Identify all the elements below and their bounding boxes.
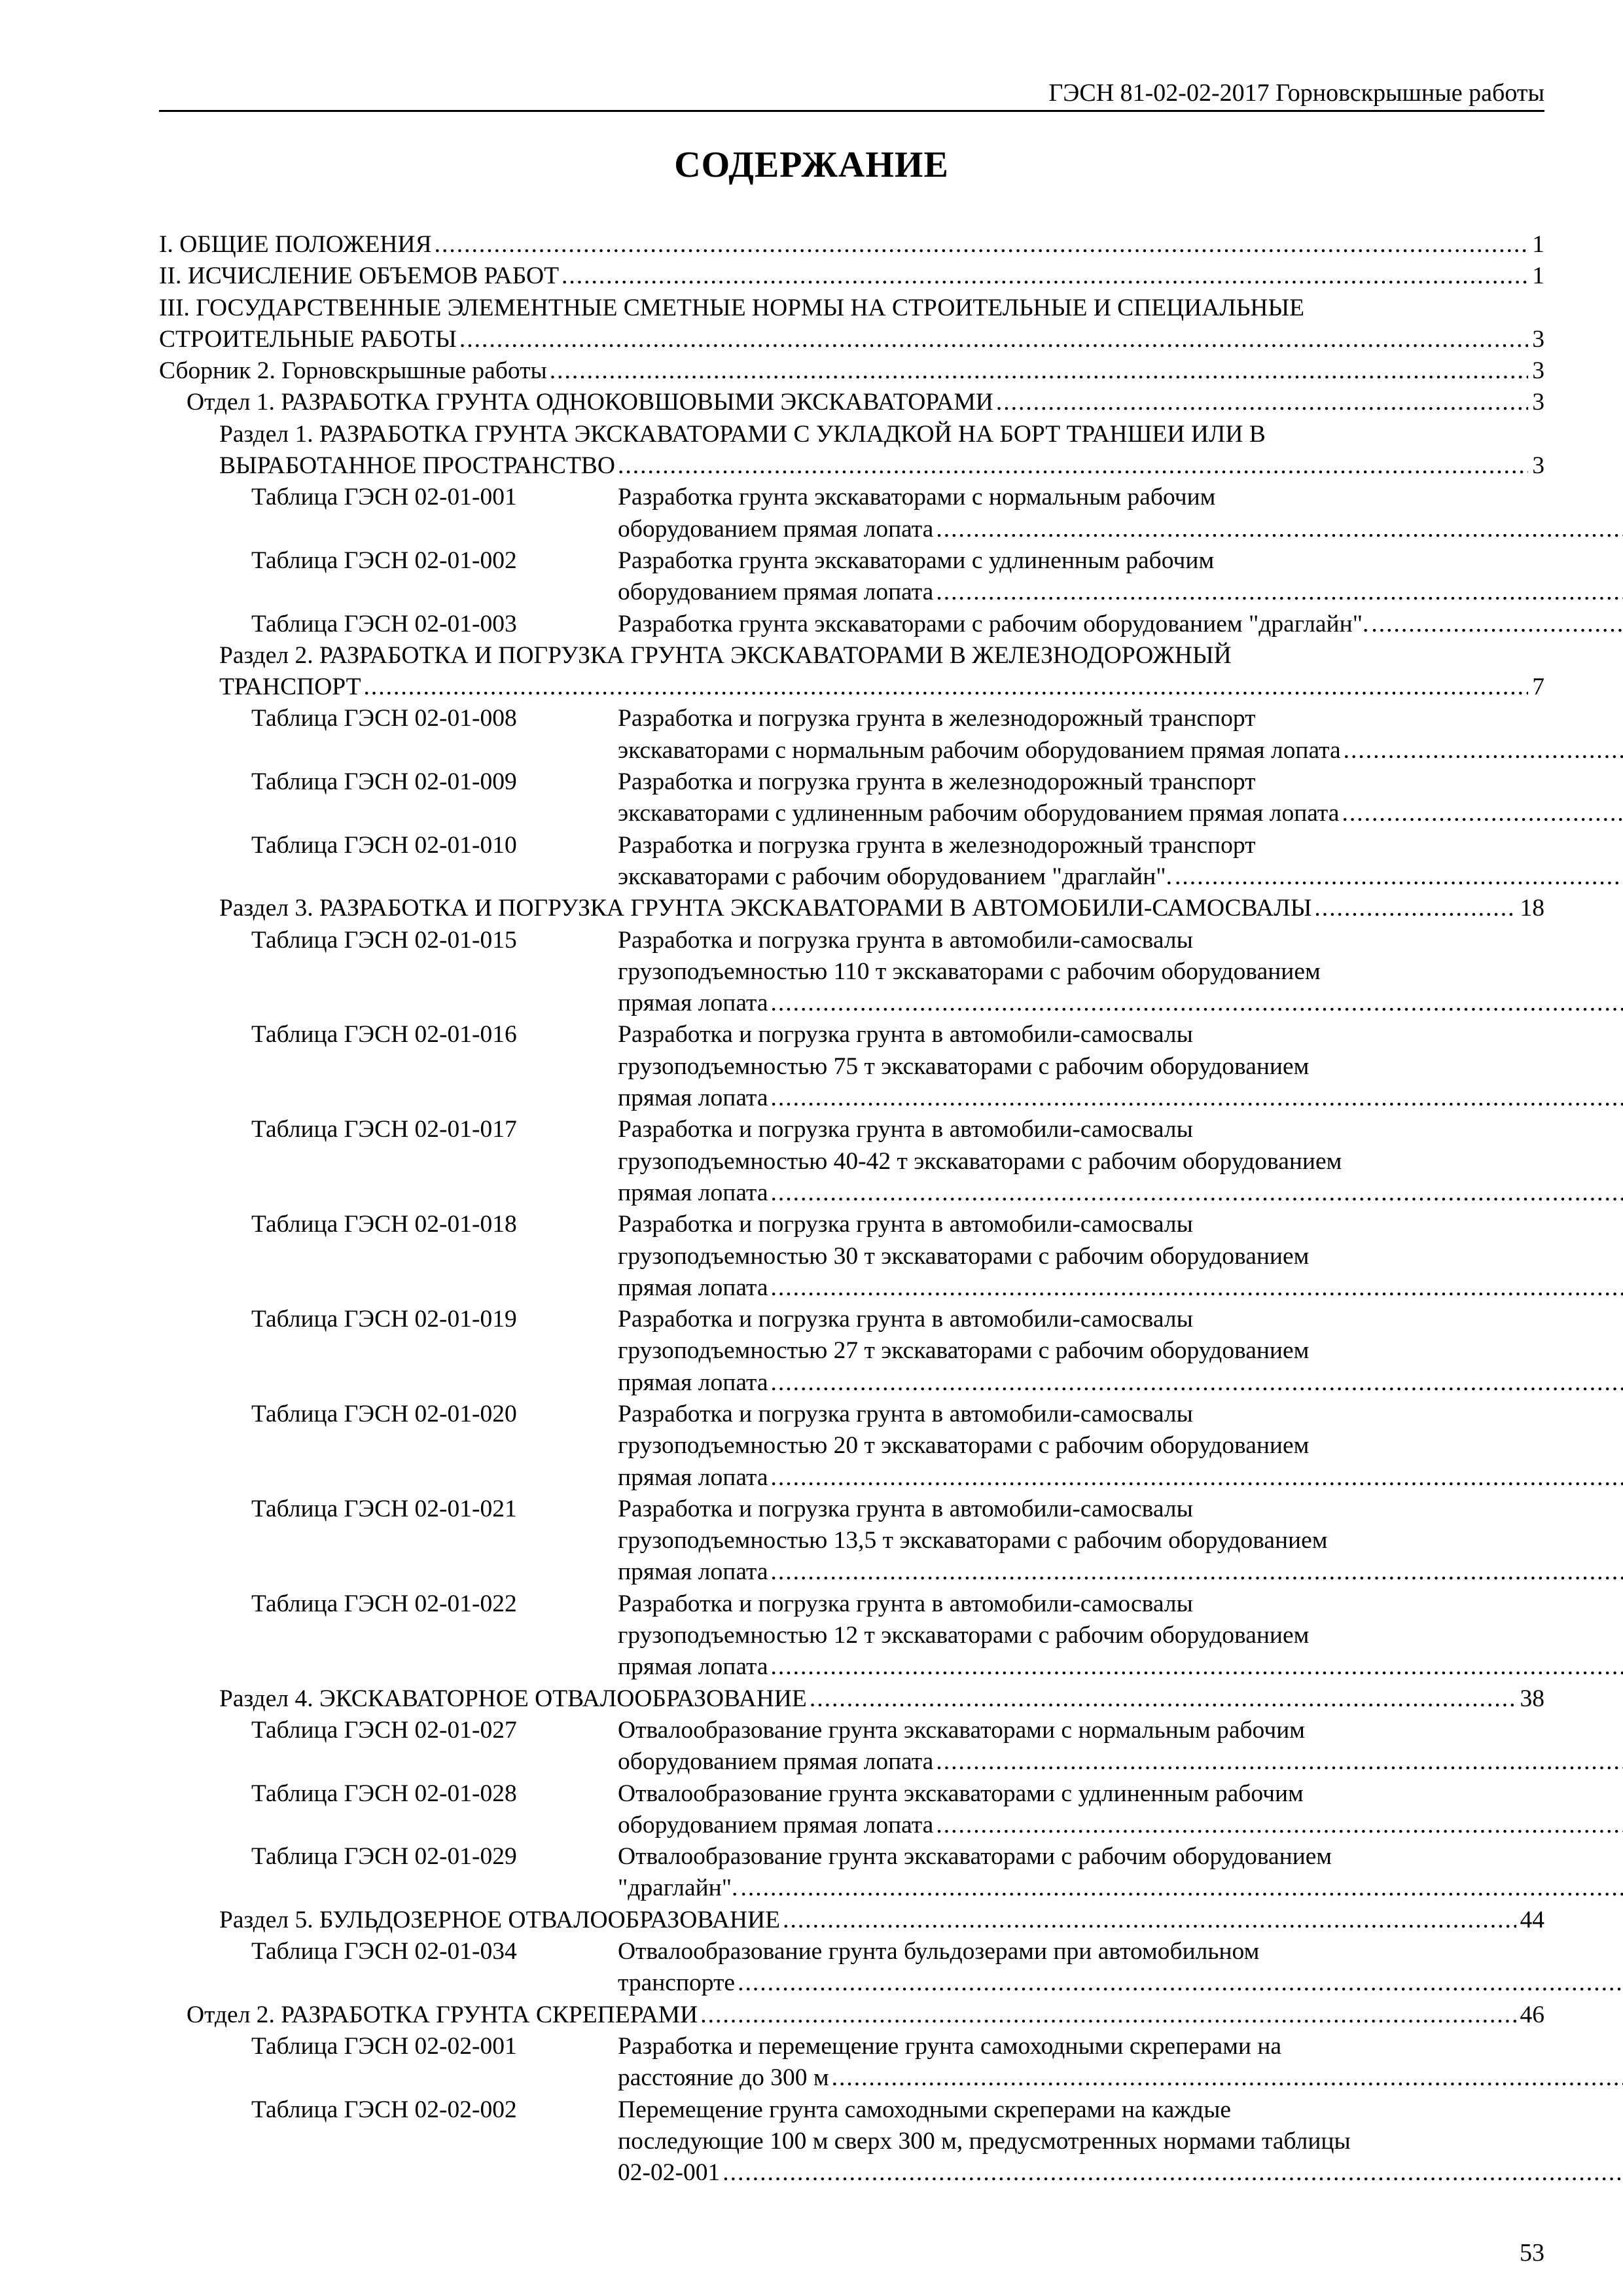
toc-table-entry[interactable]	[159, 1304, 1544, 1399]
table-description: оборудованием прямая лопата	[618, 1811, 934, 1839]
page-title: СОДЕРЖАНИЕ	[674, 145, 949, 185]
table-description: прямая лопата	[618, 1179, 768, 1206]
dot-leader	[936, 577, 1623, 608]
table-label: Таблица ГЭСН 02-01-009	[251, 768, 517, 796]
toc-table-entry[interactable]	[159, 1399, 1544, 1494]
table-description: экскаваторами с удлиненным рабочим оборудованием прямая лопата	[618, 800, 1340, 827]
table-description: грузоподъемностью 30 т экскаваторами с рабочим оборудованием	[618, 1242, 1310, 1270]
table-description: прямая лопата	[618, 1085, 768, 1112]
table-label: Таблица ГЭСН 02-01-003	[251, 610, 517, 637]
toc-entry-text: Раздел 4. ЭКСКАВАТОРНОЕ ОТВАЛООБРАЗОВАНИЕ	[219, 1685, 807, 1712]
toc-table-entry[interactable]	[159, 1778, 1544, 1842]
toc-entry-volume-calc[interactable]	[159, 260, 1544, 292]
dot-leader	[771, 1083, 1623, 1114]
toc-entry-section-2[interactable]	[159, 640, 1544, 704]
toc-table-entry[interactable]	[159, 1209, 1544, 1304]
table-description: Разработка и погрузка грунта в автомобили-самосвалы	[618, 1590, 1193, 1617]
table-description: Разработка грунта экскаваторами с рабочим оборудованием "драглайн".	[618, 610, 1369, 637]
table-description: прямая лопата	[618, 1369, 768, 1396]
table-description: грузоподъемностью 12 т экскаваторами с рабочим оборудованием	[618, 1622, 1310, 1649]
dot-leader	[771, 1177, 1623, 1209]
toc-entry-text: III. ГОСУДАРСТВЕННЫЕ ЭЛЕМЕНТНЫЕ СМЕТНЫЕ НОРМЫ НА СТРОИТЕЛЬНЫЕ И СПЕЦИАЛЬНЫЕ	[159, 294, 1305, 321]
table-label: Таблица ГЭСН 02-02-002	[251, 2096, 517, 2123]
table-description: экскаваторами с нормальным рабочим оборудованием прямая лопата	[618, 736, 1341, 764]
dot-leader	[771, 988, 1623, 1019]
table-label: Таблица ГЭСН 02-01-018	[251, 1211, 517, 1238]
toc-entry-text: СТРОИТЕЛЬНЫЕ РАБОТЫ	[159, 325, 457, 353]
table-label: Таблица ГЭСН 02-01-001	[251, 484, 517, 511]
toc-entry-department-1[interactable]	[159, 387, 1544, 418]
toc-entry-general[interactable]	[159, 229, 1544, 260]
table-description: Отвалообразование грунта экскаваторами с рабочим оборудованием	[618, 1843, 1332, 1871]
dot-leader	[771, 1556, 1623, 1588]
table-label: Таблица ГЭСН 02-01-017	[251, 1116, 517, 1143]
toc-entry-text: Раздел 2. РАЗРАБОТКА И ПОГРУЗКА ГРУНТА ЭКСКАВАТОРАМИ В ЖЕЛЕЗНОДОРОЖНЫЙ	[219, 641, 1232, 669]
dot-leader	[996, 387, 1528, 418]
table-label: Таблица ГЭСН 02-01-029	[251, 1843, 517, 1871]
table-description: оборудованием прямая лопата	[618, 579, 934, 606]
header-title: ГЭСН 81-02-02-2017 Горновскрышные работы	[1048, 79, 1544, 107]
toc-page-number: 3	[1532, 357, 1544, 385]
toc-entry-state-norms[interactable]	[159, 293, 1544, 356]
toc-table-entry[interactable]	[159, 1841, 1544, 1905]
table-label: Таблица ГЭСН 02-01-019	[251, 1306, 517, 1333]
table-description: прямая лопата	[618, 1653, 768, 1681]
table-description: Разработка и погрузка грунта в автомобили-самосвалы	[618, 1306, 1193, 1333]
dot-leader	[435, 229, 1529, 260]
toc-entry-department-2[interactable]	[159, 2000, 1544, 2031]
toc-table-entry[interactable]	[159, 1715, 1544, 1778]
table-description: Разработка и погрузка грунта в автомобили-самосвалы	[618, 1400, 1193, 1427]
table-label: Таблица ГЭСН 02-01-027	[251, 1716, 517, 1744]
table-description: Отвалообразование грунта экскаваторами с нормальным рабочим	[618, 1716, 1305, 1744]
table-description: Разработка и погрузка грунта в автомобили-самосвалы	[618, 1495, 1193, 1522]
toc-page-number: 3	[1532, 452, 1544, 480]
dot-leader	[562, 260, 1528, 292]
table-label: Таблица ГЭСН 02-01-028	[251, 1780, 517, 1807]
toc-table-entry[interactable]	[159, 925, 1544, 1020]
table-description: Разработка и погрузка грунта в автомобили-самосвалы	[618, 926, 1193, 954]
table-description: Разработка и погрузка грунта в автомобили-самосвалы	[618, 1021, 1193, 1049]
toc-page-number: 46	[1520, 2001, 1544, 2028]
table-description: грузоподъемностью 110 т экскаваторами с рабочим оборудованием	[618, 958, 1321, 985]
table-description: Разработка и погрузка грунта в железнодорожный транспорт	[618, 831, 1256, 859]
toc-page-number: 3	[1532, 389, 1544, 416]
toc-table-entry[interactable]	[159, 766, 1544, 830]
toc-entry-text: II. ИСЧИСЛЕНИЕ ОБЪЕМОВ РАБОТ	[159, 262, 559, 290]
dot-leader	[1342, 798, 1623, 829]
toc-entry-text: Сборник 2. Горновскрышные работы	[159, 357, 547, 385]
table-description: расстояние до 300 м	[618, 2064, 829, 2092]
table-description: Разработка грунта экскаваторами с нормальным рабочим	[618, 484, 1216, 511]
toc-page-number: 38	[1520, 1685, 1544, 1712]
toc-page-number: 18	[1520, 895, 1544, 922]
dot-leader	[738, 1967, 1623, 1999]
table-description: прямая лопата	[618, 990, 768, 1017]
table-description: прямая лопата	[618, 1558, 768, 1586]
table-description: Перемещение грунта самоходными скреперами на каждые	[618, 2096, 1232, 2123]
toc-entry-text: Отдел 2. РАЗРАБОТКА ГРУНТА СКРЕПЕРАМИ	[187, 2001, 698, 2028]
table-description: грузоподъемностью 20 т экскаваторами с рабочим оборудованием	[618, 1432, 1310, 1460]
table-description: грузоподъемностью 75 т экскаваторами с рабочим оборудованием	[618, 1052, 1310, 1080]
toc-table-entry[interactable]	[159, 703, 1544, 766]
dot-leader	[810, 1683, 1516, 1715]
dot-leader	[618, 450, 1528, 482]
table-label: Таблица ГЭСН 02-01-016	[251, 1021, 517, 1049]
dot-leader	[936, 514, 1623, 545]
table-description: Разработка и перемещение грунта самоходными скреперами на	[618, 2032, 1282, 2060]
toc-table-entry[interactable]	[159, 2031, 1544, 2094]
toc-entry-text: I. ОБЩИЕ ПОЛОЖЕНИЯ	[159, 231, 432, 258]
table-label: Таблица ГЭСН 02-01-020	[251, 1400, 517, 1427]
table-label: Таблица ГЭСН 02-01-002	[251, 547, 517, 574]
table-description: прямая лопата	[618, 1274, 768, 1301]
dot-leader	[771, 1462, 1623, 1494]
table-label: Таблица ГЭСН 02-01-015	[251, 926, 517, 954]
table-description: экскаваторами с рабочим оборудованием "драглайн".	[618, 863, 1172, 890]
dot-leader	[1314, 893, 1516, 924]
dot-leader	[771, 1272, 1623, 1304]
toc-page-number: 1	[1532, 231, 1544, 258]
table-description: Разработка и погрузка грунта в железнодорожный транспорт	[618, 768, 1256, 796]
table-label: Таблица ГЭСН 02-02-001	[251, 2032, 517, 2060]
toc-table-entry[interactable]	[159, 2094, 1544, 2189]
toc-entry-section-5[interactable]	[159, 1905, 1544, 1936]
dot-leader	[459, 324, 1528, 355]
dot-leader	[771, 1367, 1623, 1399]
table-description: Разработка грунта экскаваторами с удлиненным рабочим	[618, 547, 1215, 574]
table-description: Отвалообразование грунта бульдозерами при автомобильном	[618, 1938, 1260, 1965]
table-label: Таблица ГЭСН 02-01-008	[251, 705, 517, 732]
toc-entry-section-1[interactable]	[159, 419, 1544, 482]
toc-table-entry[interactable]	[159, 545, 1544, 609]
toc-table-entry[interactable]	[159, 1494, 1544, 1588]
table-description: грузоподъемностью 13,5 т экскаваторами с рабочим оборудованием	[618, 1527, 1328, 1554]
table-label: Таблица ГЭСН 02-01-021	[251, 1495, 517, 1522]
toc-entry-text: ВЫРАБОТАННОЕ ПРОСТРАНСТВО	[219, 452, 615, 480]
toc-table-entry[interactable]	[159, 1114, 1544, 1209]
toc-entry-collection-2[interactable]	[159, 355, 1544, 387]
toc-table-entry[interactable]	[159, 830, 1544, 893]
dot-leader	[1175, 861, 1623, 893]
table-description: транспорте	[618, 1969, 736, 1997]
table-description: Разработка и погрузка грунта в автомобили-самосвалы	[618, 1116, 1193, 1143]
toc-entry-text: Раздел 5. БУЛЬДОЗЕРНОЕ ОТВАЛООБРАЗОВАНИЕ	[219, 1906, 781, 1933]
toc-page-number: 1	[1532, 262, 1544, 290]
dot-leader	[1344, 735, 1623, 766]
toc-entry-section-3[interactable]	[159, 893, 1544, 924]
dot-leader	[740, 1873, 1623, 1904]
toc-table-entry[interactable]	[159, 482, 1544, 545]
table-description: Разработка и погрузка грунта в автомобили-самосвалы	[618, 1211, 1193, 1238]
toc-table-entry[interactable]	[159, 1019, 1544, 1114]
dot-leader	[832, 2062, 1623, 2094]
running-header	[159, 74, 1544, 112]
dot-leader	[550, 355, 1529, 387]
table-label: Таблица ГЭСН 02-01-022	[251, 1590, 517, 1617]
dot-leader	[771, 1651, 1623, 1683]
dot-leader	[1371, 609, 1623, 640]
toc-entry-text: Раздел 1. РАЗРАБОТКА ГРУНТА ЭКСКАВАТОРАМИ С УКЛАДКОЙ НА БОРТ ТРАНШЕИ ИЛИ В	[219, 420, 1266, 448]
toc-entry-text: Раздел 3. РАЗРАБОТКА И ПОГРУЗКА ГРУНТА ЭКСКАВАТОРАМИ В АВТОМОБИЛИ-САМОСВАЛЫ	[219, 895, 1312, 922]
table-label: Таблица ГЭСН 02-01-034	[251, 1938, 517, 1965]
toc-page-number: 3	[1532, 325, 1544, 353]
table-description: грузоподъемностью 40-42 т экскаваторами с рабочим оборудованием	[618, 1147, 1342, 1175]
table-description: Отвалообразование грунта экскаваторами с удлиненным рабочим	[618, 1780, 1304, 1807]
table-description: грузоподъемностью 27 т экскаваторами с рабочим оборудованием	[618, 1337, 1310, 1365]
table-description: оборудованием прямая лопата	[618, 1748, 934, 1776]
dot-leader	[936, 1810, 1623, 1841]
dot-leader	[783, 1905, 1516, 1936]
toc-table-entry[interactable]	[159, 609, 1544, 640]
toc-page-number: 44	[1520, 1906, 1544, 1933]
table-description: Разработка и погрузка грунта в железнодорожный транспорт	[618, 705, 1256, 732]
table-description: последующие 100 м сверх 300 м, предусмотренных нормами таблицы	[618, 2127, 1351, 2155]
table-description: оборудованием прямая лопата	[618, 515, 934, 543]
toc-page-number: 7	[1532, 673, 1544, 701]
toc-entry-section-4[interactable]	[159, 1683, 1544, 1715]
dot-leader	[700, 2000, 1516, 2031]
dot-leader	[936, 1746, 1623, 1778]
toc-table-entry[interactable]	[159, 1936, 1544, 2000]
page-number: 53	[1520, 2239, 1544, 2267]
dot-leader	[722, 2157, 1623, 2189]
toc-entry-text: ТРАНСПОРТ	[219, 673, 361, 701]
table-description: "драглайн".	[618, 1874, 738, 1902]
toc-table-entry[interactable]	[159, 1588, 1544, 1683]
table-of-contents	[159, 229, 1544, 2189]
table-description: 02-02-001	[618, 2159, 721, 2187]
toc-entry-text: Отдел 1. РАЗРАБОТКА ГРУНТА ОДНОКОВШОВЫМИ ЭКСКАВАТОРАМИ	[187, 389, 993, 416]
table-description: прямая лопата	[618, 1463, 768, 1491]
dot-leader	[364, 672, 1529, 703]
table-label: Таблица ГЭСН 02-01-010	[251, 831, 517, 859]
